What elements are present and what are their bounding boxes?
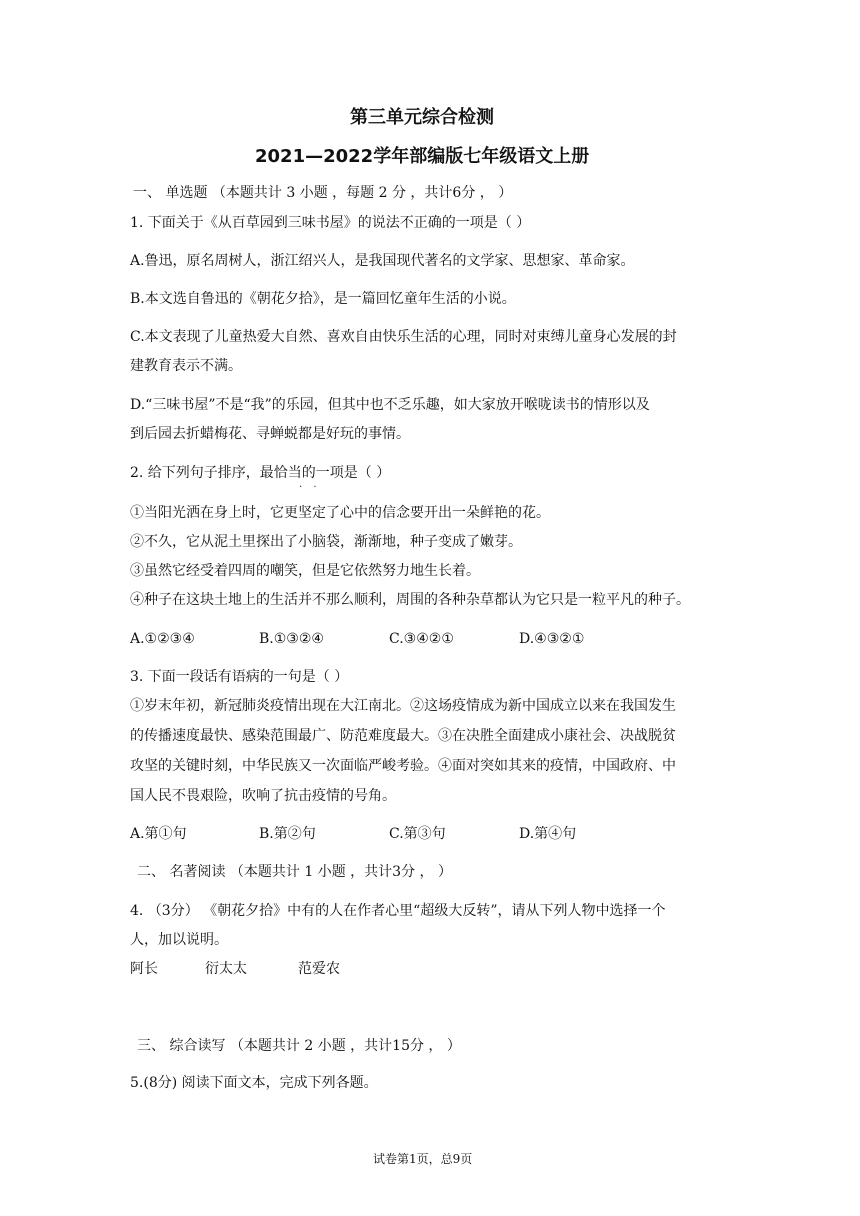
question-1-option-c-line1: C.本文表现了儿童热爱大自然、喜欢自由快乐生活的心理，同时对束缚儿童身心发展的封 <box>130 329 677 345</box>
question-4-line1: 4. （3分） 《朝花夕拾》中有的人在作者心里“超级大反转”，请从下列人物中选择一个 <box>130 903 666 919</box>
question-4-name-1: 阿长 <box>130 961 158 977</box>
page-footer: 试卷第1页，总9页 <box>373 1152 473 1166</box>
question-4-name-2: 衍太太 <box>205 961 247 977</box>
question-3-option-c: C.第③句 <box>389 826 446 842</box>
question-1-stem: 1. 下面关于《从百草园到三味书屋》的说法不正确的一项是（ ） <box>130 215 531 231</box>
question-3-passage-line4: 国人民不畏艰险，吹响了抗击疫情的号角。 <box>130 788 396 804</box>
question-2-sentence-4: ④种子在这块土地上的生活并不那么顺利，周围的各种杂草都认为它只是一粒平凡的种子。 <box>130 592 690 608</box>
question-2-sentence-1: ①当阳光洒在身上时，它更坚定了心中的信念要开出一朵鲜艳的花。 <box>130 505 550 521</box>
question-3-option-b: B.第②句 <box>259 826 316 842</box>
question-4-line2: 人，加以说明。 <box>130 932 228 948</box>
question-5-stem: 5.(8分) 阅读下面文本，完成下列各题。 <box>130 1075 378 1091</box>
question-1-option-a: A.鲁迅，原名周树人，浙江绍兴人，是我国现代著名的文学家、思想家、革命家。 <box>130 253 635 269</box>
question-3-option-d: D.第④句 <box>519 826 577 842</box>
question-1-option-c-line2: 建教育表示不满。 <box>130 358 242 374</box>
question-1-option-d-line2: 到后园去折蜡梅花、寻蝉蜕都是好玩的事情。 <box>130 426 410 442</box>
section-heading-3: 三、 综合读写 （本题共计 2 小题 ，共计15分 ， ） <box>137 1038 461 1054</box>
question-1-option-d-line1: D.“三味书屋”不是“我”的乐园，但其中也不乏乐趣，如大家放开喉咙读书的情形以及 <box>130 397 650 413</box>
question-3-passage-line2: 的传播速度最快、感染范围最广、防范难度最大。③在决胜全面建成小康社会、决战脱贫 <box>130 728 676 744</box>
section-heading-2: 二、 名著阅读 （本题共计 1 小题 ，共计3分 ， ） <box>137 864 452 880</box>
question-2-sentence-3: ③虽然它经受着四周的嘲笑，但是它依然努力地生长着。 <box>130 563 480 579</box>
question-2-option-d: D.④③②① <box>519 631 585 647</box>
question-2-sentence-2: ②不久，它从泥土里探出了小脑袋，渐渐地，种子变成了嫩芽。 <box>130 534 522 550</box>
question-1-option-b: B.本文选自鲁迅的《朝花夕拾》，是一篇回忆童年生活的小说。 <box>130 291 516 307</box>
question-4-name-3: 范爱农 <box>298 961 340 977</box>
emphasis-dots: · · <box>299 482 321 493</box>
question-3-passage-line3: 攻坚的关键时刻，中华民族又一次面临严峻考验。④面对突如其来的疫情，中国政府、中 <box>130 758 676 774</box>
document-subtitle: 2021—2022学年部编版七年级语文上册 <box>255 146 590 167</box>
section-heading-1: 一、 单选题 （本题共计 3 小题 ，每题 2 分 ，共计6分 ， ） <box>133 185 513 201</box>
document-title: 第三单元综合检测 <box>350 107 494 128</box>
question-3-passage-line1: ①岁末年初，新冠肺炎疫情出现在大江南北。②这场疫情成为新中国成立以来在我国发生 <box>130 698 676 714</box>
question-2-option-c: C.③④②① <box>389 631 454 647</box>
question-3-option-a: A.第①句 <box>130 826 187 842</box>
question-2-stem: 2. 给下列句子排序，最恰当的一项是（ ） <box>130 465 391 481</box>
question-2-option-b: B.①③②④ <box>259 631 324 647</box>
question-2-option-a: A.①②③④ <box>130 631 195 647</box>
question-3-stem: 3. 下面一段话有语病的一句是（ ） <box>130 669 349 685</box>
